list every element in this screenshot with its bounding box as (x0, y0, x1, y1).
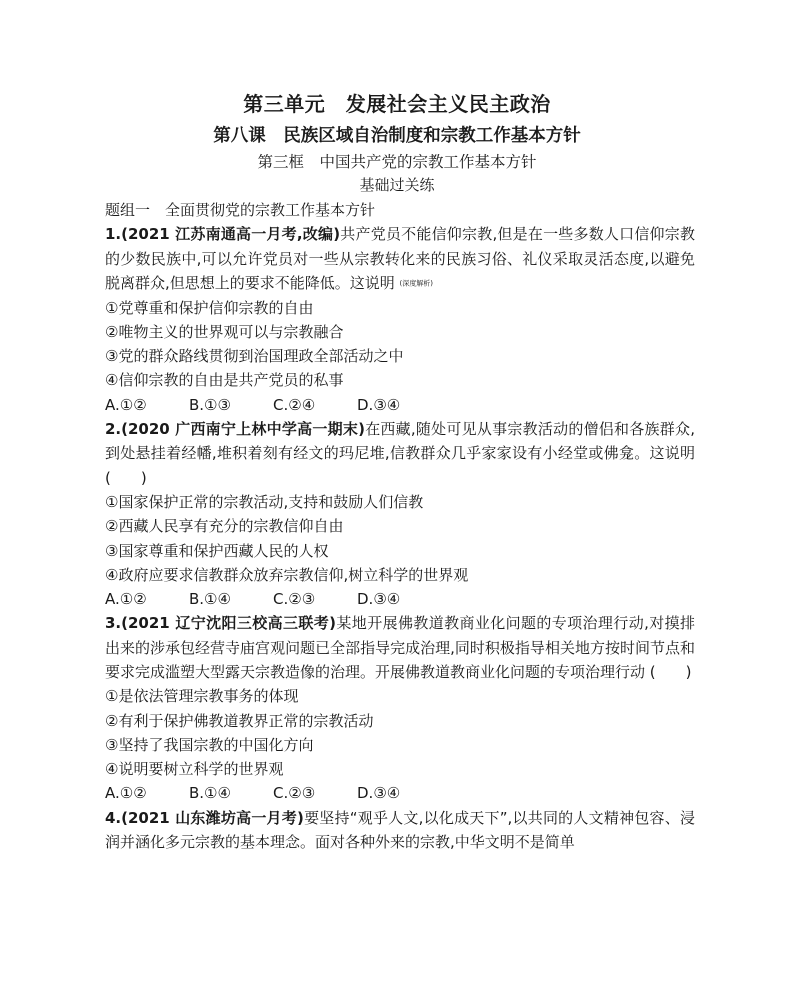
question-text: 要坚持“观乎人文,以化成天下”,以共同的人文精神包容、浸润并涵化多元宗教的基本理念。面对各种外来的宗教,中华文明不是简单 (105, 808, 695, 852)
exercise-title: 基础过关练 (359, 176, 435, 194)
option-statement: ④信仰宗教的自由是共产党员的私事 (105, 371, 344, 390)
choice-b[interactable]: B.①④ (189, 590, 231, 609)
choice-d[interactable]: D.③④ (357, 784, 401, 803)
question-source: (2021 江苏南通高一月考,改编) (121, 225, 341, 244)
choice-c[interactable]: C.②③ (273, 784, 316, 803)
question-source: (2020 广西南宁上林中学高一期末) (121, 420, 365, 439)
question-number: 3. (105, 614, 122, 633)
question-stem (105, 611, 695, 684)
question-text: 某地开展佛教道教商业化问题的专项治理行动,对摸排出来的涉承包经营寺庙宫观问题已全部指导完成治理,同时积极指导相关地方按时间节点和要求完成滥塑大型露天宗教造像的治理。开展佛教道教商业化问题的专项治理行动 ( ) (105, 614, 695, 681)
choice-b[interactable]: B.①③ (189, 395, 231, 414)
question-source: (2021 山东潍坊高一月考) (121, 808, 304, 827)
question-content (105, 198, 711, 854)
choice-d[interactable]: D.③④ (357, 590, 401, 609)
option-statement: ②有利于保护佛教道教界正常的宗教活动 (105, 711, 374, 730)
answer-choices (105, 587, 695, 611)
choice-d[interactable]: D.③④ (357, 395, 401, 414)
choice-b[interactable]: B.①④ (189, 784, 231, 803)
question-group-title: 题组一 全面贯彻党的宗教工作基本方针 (105, 201, 376, 219)
option-statement: ④说明要树立科学的世界观 (105, 760, 284, 779)
choice-a[interactable]: A.①② (105, 784, 147, 803)
analysis-tag: (深度解析) (399, 279, 434, 288)
question-4 (105, 806, 695, 855)
choice-c[interactable]: C.②③ (273, 590, 316, 609)
question-source: (2021 辽宁沈阳三校高三联考) (121, 614, 337, 633)
choice-a[interactable]: A.①② (105, 395, 147, 414)
option-statement: ④政府应要求信教群众放弃宗教信仰,树立科学的世界观 (105, 565, 469, 584)
question-text: 共产党员不能信仰宗教,但是在一些多数人口信仰宗教的少数民族中,可以允许党员对一些从宗教转化来的民族习俗、礼仪采取灵活态度,以避免脱离群众,但思想上的要求不能降低。这说明 (105, 225, 695, 292)
question-number: 2. (105, 420, 122, 439)
option-statement: ③坚持了我国宗教的中国化方向 (105, 735, 314, 754)
question-text: 在西藏,随处可见从事宗教活动的僧侣和各族群众,到处悬挂着经幡,堆积着刻有经文的玛尼堆,信教群众几乎家家设有小经堂或佛龛。这说明 ( ) (105, 420, 711, 487)
answer-choices (105, 781, 695, 805)
section-title: 第三框 中国共产党的宗教工作基本方针 (257, 153, 537, 171)
lesson-title: 第八课 民族区域自治制度和宗教工作基本方针 (213, 126, 581, 146)
question-number: 1. (105, 225, 122, 244)
option-statement: ①党尊重和保护信仰宗教的自由 (105, 298, 314, 317)
question-stem (105, 222, 695, 295)
question-number: 4. (105, 808, 122, 827)
question-1 (105, 222, 695, 417)
option-statement: ③国家尊重和保护西藏人民的人权 (105, 541, 329, 560)
question-3 (105, 611, 695, 805)
option-statement: ①是依法管理宗教事务的体现 (105, 687, 299, 706)
option-statement: ①国家保护正常的宗教活动,支持和鼓励人们信教 (105, 492, 424, 511)
question-2 (105, 417, 711, 611)
choice-a[interactable]: A.①② (105, 590, 147, 609)
unit-title: 第三单元 发展社会主义民主政治 (243, 92, 551, 116)
option-statement: ③党的群众路线贯彻到治国理政全部活动之中 (105, 347, 404, 366)
option-statement: ②唯物主义的世界观可以与宗教融合 (105, 322, 344, 341)
answer-choices (105, 393, 695, 417)
choice-c[interactable]: C.②④ (273, 395, 316, 414)
option-statement: ②西藏人民享有充分的宗教信仰自由 (105, 517, 344, 536)
question-stem (105, 806, 695, 855)
question-stem (105, 417, 711, 490)
